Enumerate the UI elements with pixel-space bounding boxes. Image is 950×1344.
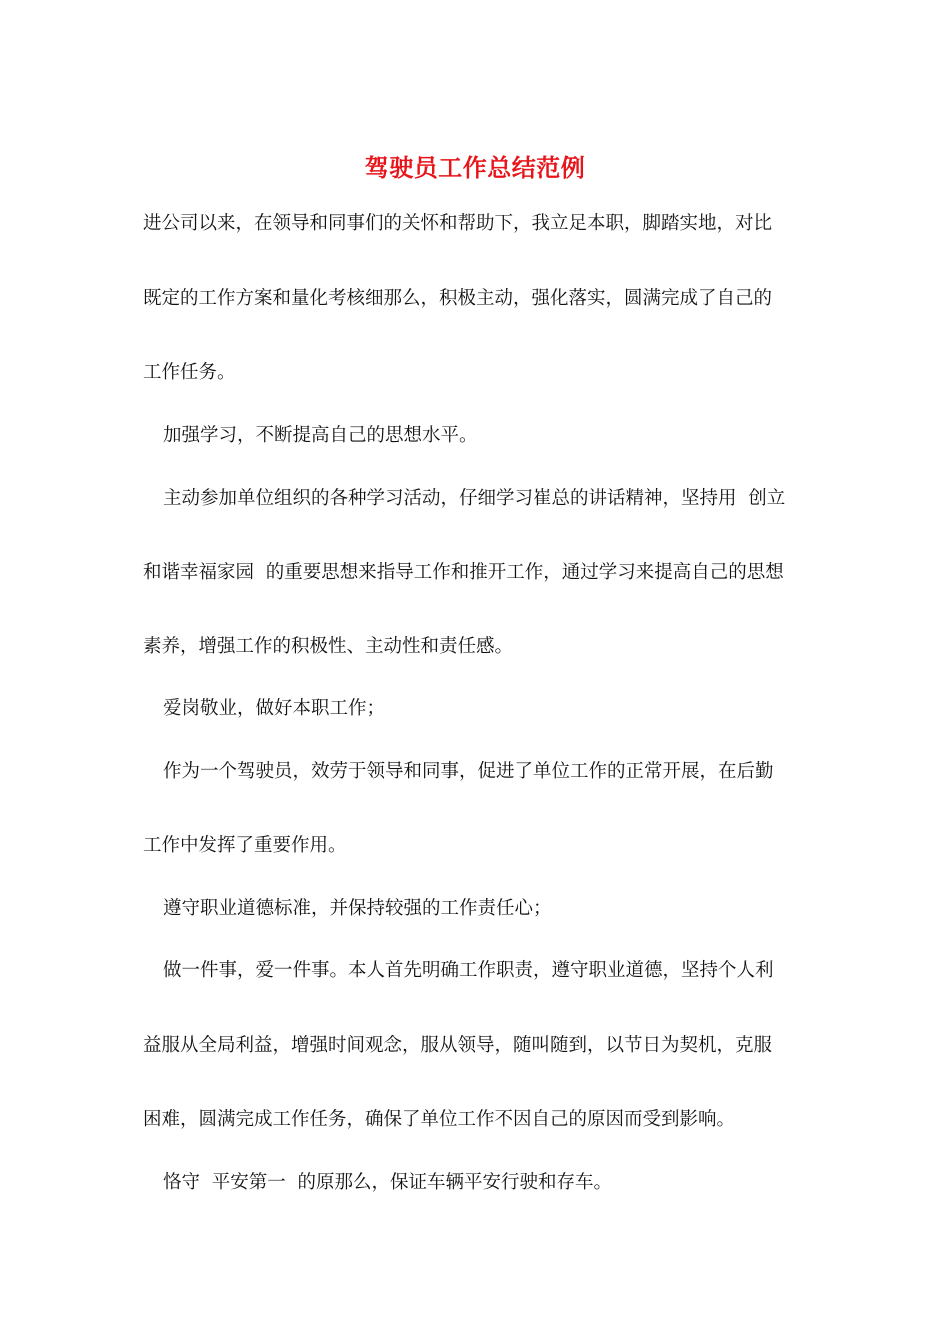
paragraph-line: 素养，增强工作的积极性、主动性和责任感。 bbox=[143, 636, 514, 657]
paragraph-line: 做一件事，爱一件事。本人首先明确工作职责，遵守职业道德，坚持个人利 bbox=[163, 960, 774, 981]
paragraph-line: 困难，圆满完成工作任务，确保了单位工作不因自己的原因而受到影响。 bbox=[143, 1109, 736, 1130]
section-heading: 遵守职业道德标准，并保持较强的工作责任心； bbox=[163, 898, 552, 919]
document-title: 驾驶员工作总结范例 bbox=[364, 153, 586, 182]
paragraph-line: 进公司以来，在领导和同事们的关怀和帮助下，我立足本职，脚踏实地，对比 bbox=[143, 213, 773, 234]
section-heading: 加强学习，不断提高自己的思想水平。 bbox=[163, 425, 478, 446]
paragraph-line: 益服从全局利益，增强时间观念，服从领导，随叫随到，以节日为契机，克服 bbox=[143, 1035, 773, 1056]
section-heading: 爱岗敬业，做好本职工作； bbox=[163, 698, 386, 719]
paragraph-line: 既定的工作方案和量化考核细那么，积极主动，强化落实，圆满完成了自己的 bbox=[143, 288, 773, 309]
paragraph-line: 主动参加单位组织的各种学习活动，仔细学习崔总的讲话精神，坚持用 创立 bbox=[163, 488, 786, 509]
paragraph-line: 工作中发挥了重要作用。 bbox=[143, 835, 347, 856]
paragraph-line: 恪守 平安第一 的原那么，保证车辆平安行驶和存车。 bbox=[163, 1172, 613, 1193]
paragraph-line: 作为一个驾驶员，效劳于领导和同事，促进了单位工作的正常开展，在后勤 bbox=[163, 761, 774, 782]
paragraph-line: 工作任务。 bbox=[143, 362, 236, 383]
paragraph-line: 和谐幸福家园 的重要思想来指导工作和推开工作，通过学习来提高自己的思想 bbox=[143, 562, 784, 583]
